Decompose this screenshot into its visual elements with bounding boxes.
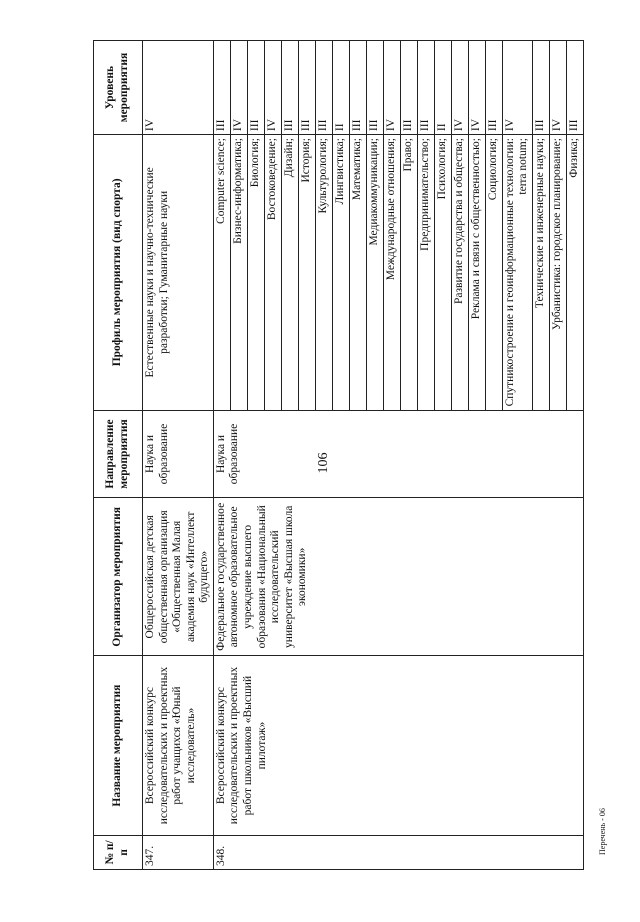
- cell-profile: Дизайн;: [281, 135, 298, 411]
- cell-level: III: [366, 41, 383, 135]
- header-org: Организатор мероприятия: [94, 498, 143, 656]
- table-row-348-profile: [213, 41, 230, 870]
- cell-profile: Физика;: [566, 135, 583, 411]
- cell-profile: Естественные науки и научно-технические разработки; Гуманитарные науки: [143, 135, 214, 411]
- cell-level: III: [566, 41, 583, 135]
- cell-profile: История;: [298, 135, 315, 411]
- cell-profile: Computer science;: [213, 135, 230, 411]
- cell-profile: Культурология;: [315, 135, 332, 411]
- cell-num: 347.: [143, 835, 214, 869]
- cell-level: III: [400, 41, 417, 135]
- cell-level: II: [332, 41, 349, 135]
- cell-profile: Развитие государства и общества;: [451, 135, 468, 411]
- cell-name: Всероссийский конкурс исследовательских и проектных работ школьников «Высший пилотаж»: [213, 656, 583, 835]
- cell-profile: Предпринимательство;: [417, 135, 434, 411]
- table-row-347: [143, 41, 214, 870]
- table-header-row: [94, 41, 143, 870]
- cell-level: III: [298, 41, 315, 135]
- header-profile: Профиль мероприятия (вид спорта): [94, 135, 143, 411]
- cell-profile: Востоковедение;: [264, 135, 281, 411]
- header-dir: Направление мероприятия: [94, 410, 143, 498]
- events-table: [93, 40, 584, 870]
- cell-level: III: [247, 41, 264, 135]
- cell-level: IV: [383, 41, 400, 135]
- header-name: Название мероприятия: [94, 656, 143, 835]
- cell-level: III: [417, 41, 434, 135]
- cell-profile: Бизнес-информатика;: [230, 135, 247, 411]
- cell-level: IV: [230, 41, 247, 135]
- cell-profile: Реклама и связи с общественностью;: [468, 135, 485, 411]
- cell-level: III: [485, 41, 502, 135]
- cell-profile: Спутникостроение и геоинформационные технологии: terra notum;: [502, 135, 532, 411]
- cell-level: IV: [468, 41, 485, 135]
- cell-level: IV: [264, 41, 281, 135]
- cell-level: IV: [549, 41, 566, 135]
- header-level: Уровень мероприятия: [94, 41, 143, 135]
- cell-profile: Социология;: [485, 135, 502, 411]
- cell-dir: Наука и образование: [143, 410, 214, 498]
- cell-profile: Психология;: [434, 135, 451, 411]
- cell-profile: Лингвистика;: [332, 135, 349, 411]
- cell-profile: Математика;: [349, 135, 366, 411]
- cell-level: IV: [502, 41, 532, 135]
- cell-level: IV: [143, 41, 214, 135]
- cell-profile: Урбанистика: городское планирование;: [549, 135, 566, 411]
- cell-num: 348.: [213, 835, 583, 869]
- rotated-table-container: [93, 40, 613, 870]
- cell-profile: Технические и инженерные науки;: [532, 135, 549, 411]
- cell-org: Федеральное государственное автономное образовательное учреждение высшего образования «Национальный исследовательский университет «Высшая школа экономики»: [213, 498, 583, 656]
- cell-org: Общероссийская детская общественная организация «Общественная Малая академия наук «Интеллект будущего»: [143, 498, 214, 656]
- cell-dir: Наука и образование: [213, 410, 583, 498]
- header-num: № п/п: [94, 835, 143, 869]
- cell-level: III: [349, 41, 366, 135]
- cell-profile: Право;: [400, 135, 417, 411]
- cell-level: III: [315, 41, 332, 135]
- cell-level: III: [213, 41, 230, 135]
- cell-level: IV: [451, 41, 468, 135]
- cell-profile: Международные отношения;: [383, 135, 400, 411]
- cell-profile: Медиакоммуникации;: [366, 135, 383, 411]
- page-footer: Перечень - 06: [598, 808, 607, 855]
- cell-level: II: [434, 41, 451, 135]
- cell-level: III: [281, 41, 298, 135]
- cell-name: Всероссийский конкурс исследовательских и проектных работ учащихся «Юный исследователь»: [143, 656, 214, 835]
- page-number: 106: [316, 452, 331, 474]
- cell-profile: Биология;: [247, 135, 264, 411]
- cell-level: III: [532, 41, 549, 135]
